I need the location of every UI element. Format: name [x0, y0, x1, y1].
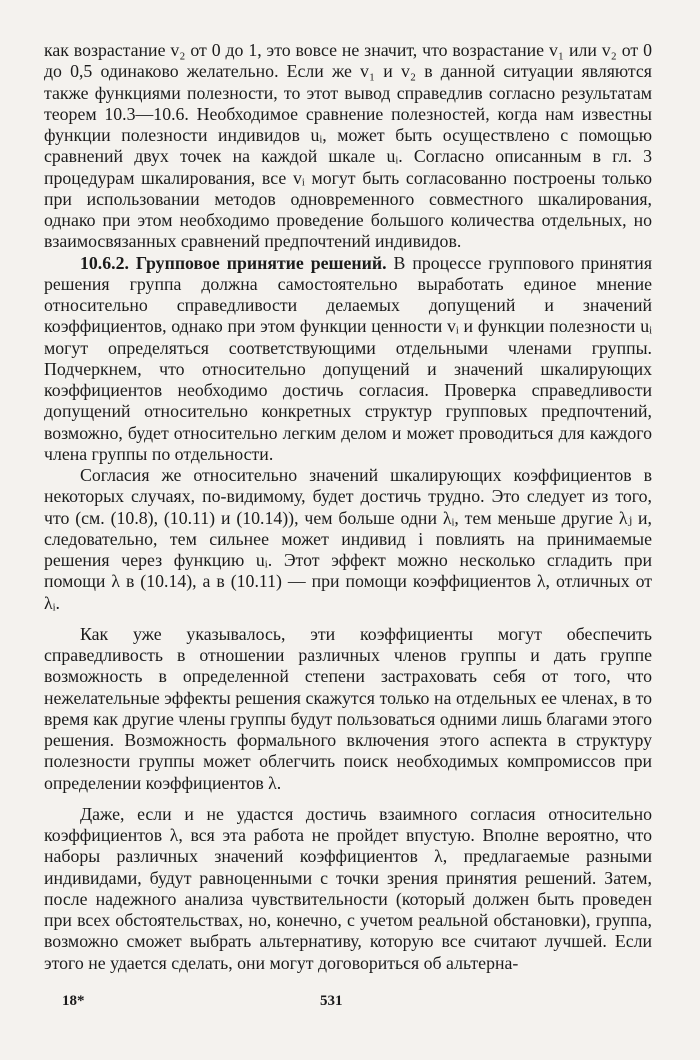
section-heading: 10.6.2. Групповое принятие решений.: [80, 252, 387, 273]
paragraph-2-text: В процессе группового принятия решения группа должна самостоятельно выработать единое мнение относительно справедливости делаемых допущений и значений коэффициентов, однако при этом функции ценности vᵢ и функции полезности uᵢ могут определяться соответствующими отдельными членами группы. Подчеркнем, что относительно допущений и значений шкалирующих коэффициентов необходимо достичь согласия. Проверка справедливости допущений относительно конкретных структур групповых предпочтений, возможно, будет относительно легким делом и может проводиться для каждого члена группы по отдельности.: [44, 252, 653, 464]
paragraph-3: Согласия же относительно значений шкалирующих коэффициентов в некоторых случаях, по-видимому, будет достичь трудно. Это следует из того, что (см. (10.8), (10.11) и (10.14)), чем больше одни λᵢ, тем меньше другие λⱼ и, следовательно, тем сильнее может индивид i повлиять на принимаемые решения через функцию uᵢ. Этот эффект можно несколько сгладить при помощи λ в (10.14), а в (10.11) — при помощи коэффициентов λ, отличных от λᵢ.: [44, 465, 652, 613]
page-footer: [0, 993, 700, 1017]
paragraph-5: Даже, если и не удастся достичь взаимного согласия относительно коэффициентов λ, вся эта работа не пройдет впустую. Вполне вероятно, что наборы различных значений коэффициентов λ, предлагаемые разными индивидами, будут равноценными с точки зрения принятия решений. Затем, после надежного анализа чувствительности (который должен быть проведен при всех обстоятельствах, но, конечно, с учетом реальной обстановки), группа, возможно сможет выбрать альтернативу, которую все считают лучшей. Если этого не удается сделать, они могут договориться об альтерна-: [44, 803, 652, 973]
signature-mark: 18*: [62, 993, 85, 1009]
body-text: [44, 40, 652, 974]
page-number: 531: [320, 993, 343, 1009]
paragraph-1: как возрастание v₂ от 0 до 1, это вовсе не значит, что возрастание v₁ или v₂ от 0 до 0,5 одинаково желательно. Если же v₁ и v₂ в данной ситуации являются также функциями полезности, то этот вывод справедлив согласно результатам теорем 10.3—10.6. Необходимое сравнение полезностей, когда нам известны функции полезности индивидов uᵢ, может быть осуществлено с помощью сравнений двух точек на каждой шкале uᵢ. Согласно описанным в гл. 3 процедурам шкалирования, все vᵢ могут быть согласованно построены только при использовании методов одновременного совместного шкалирования, однако при этом необходимо проведение большого количества отдельных, но взаимосвязанных сравнений предпочтений индивидов.: [44, 40, 652, 252]
paragraph-2: [44, 253, 652, 466]
paragraph-4: Как уже указывалось, эти коэффициенты могут обеспечить справедливость в отношении различных членов группы и дать группе возможность в определенной степени застраховать себя от того, что нежелательные эффекты решения скажутся только на отдельных ее членах, в то время как другие члены группы будут пользоваться одними лишь благами этого решения. Возможность формального включения этого аспекта в структуру полезности группы может облегчить поиск необходимых компромиссов при определении коэффициентов λ.: [44, 623, 652, 793]
